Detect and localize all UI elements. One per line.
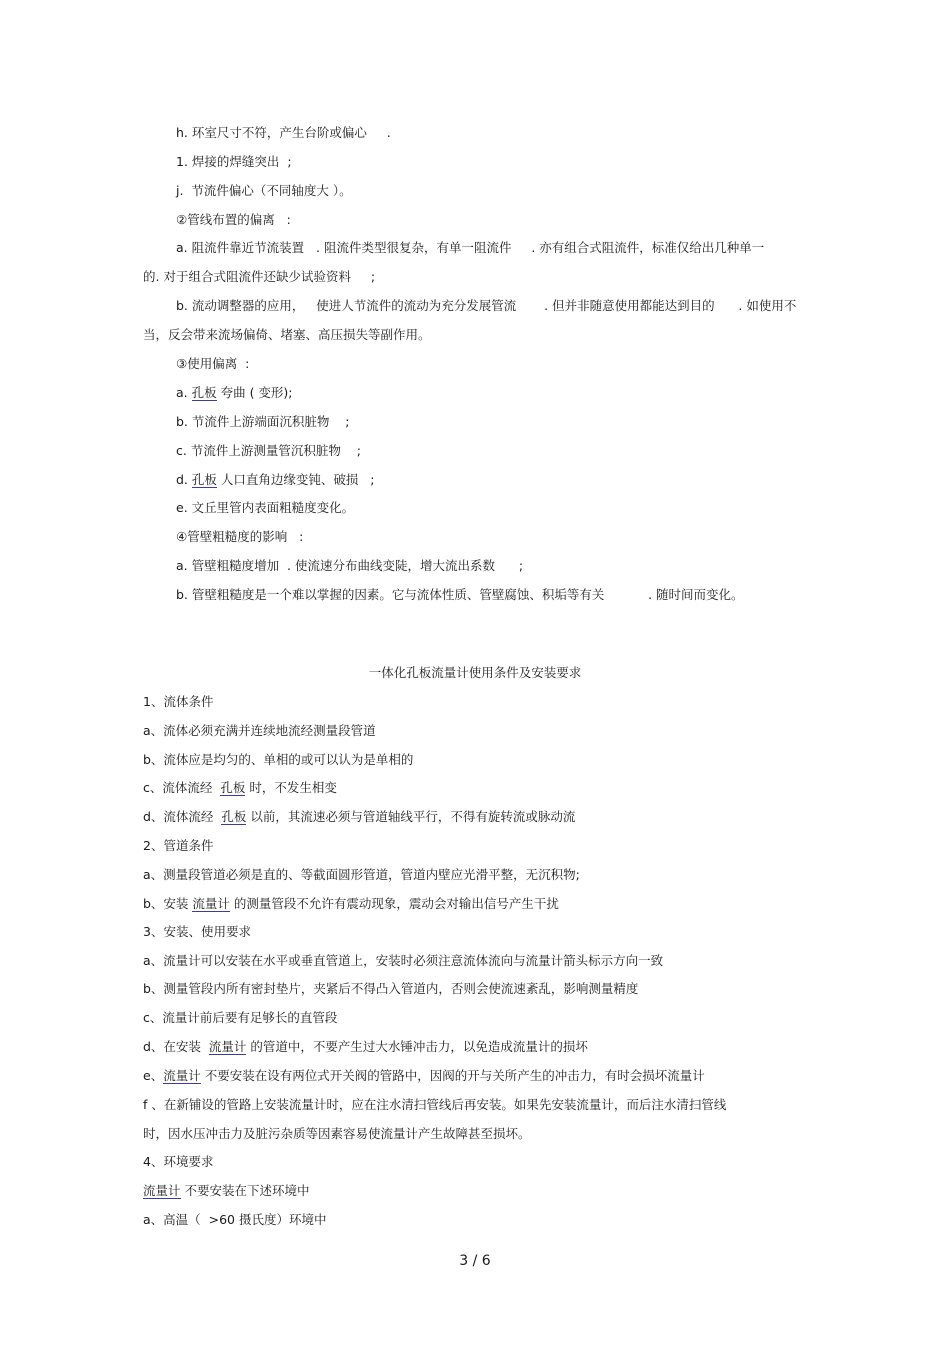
fluid-item-c: c、流体流经 孔板 时，不发生相变 — [143, 780, 337, 795]
link-orifice[interactable]: 孔板 — [221, 809, 247, 824]
install-item-f: f 、在新铺设的管路上安装流量计时，应在注水清扫管线后再安装。如果先安装流量计，而后注水清扫管线 — [143, 1097, 727, 1112]
link-flowmeter[interactable]: 流量计 — [163, 1068, 201, 1083]
item-1: 1. 焊接的焊缝突出 ; — [176, 154, 292, 169]
link-orifice[interactable]: 孔板 — [191, 472, 217, 487]
link-orifice[interactable]: 孔板 — [191, 385, 217, 400]
heading-usage-deviation: ③使用偏离 : — [176, 356, 250, 371]
link-flowmeter[interactable]: 流量计 — [208, 1039, 247, 1054]
item-b-roughness: b. 管壁粗糙度是一个难以掌握的因素。它与流体性质、管壁腐蚀、积垢等有关 . 随时间而变化。 — [176, 587, 744, 602]
item-a-roughness: a. 管壁粗糙度增加 . 使流速分布曲线变陡，增大流出系数 ; — [176, 558, 524, 573]
install-item-c: c、流量计前后要有足够长的直管段 — [143, 1010, 338, 1025]
fluid-item-b: b、流体应是均匀的、单相的或可以认为是单相的 — [143, 752, 414, 767]
heading-environment: 4、环境要求 — [143, 1154, 214, 1169]
item-b-upstream-face: b. 节流件上游端面沉积脏物 ; — [176, 414, 350, 429]
item-d-orifice-edge: d. 孔板 人口直角边缘变钝、破损 ; — [176, 472, 375, 487]
item-e-venturi: e. 文丘里管内表面粗糙度变化。 — [176, 500, 355, 515]
pipe-item-a: a、测量段管道必须是直的、等截面圆形管道，管道内壁应光滑平整，无沉积物; — [143, 867, 580, 882]
install-item-b: b、测量管段内所有密封垫片，夹紧后不得凸入管道内，否则会使流速紊乱，影响测量精度 — [143, 981, 639, 996]
install-item-a: a、流量计可以安装在水平或垂直管道上，安装时必须注意流体流向与流量计箭头标示方向一致 — [143, 953, 664, 968]
item-b-flow-conditioner: b. 流动调整器的应用， 使进人节流件的流动为充分发展管流 . 但并非随意使用都能达到目的 . 如使用不 — [176, 298, 797, 313]
item-c-upstream-pipe: c. 节流件上游测量管沉积脏物 ; — [176, 443, 361, 458]
install-item-d: d、在安装 流量计 的管道中，不要产生过大水锤冲击力，以免造成流量计的损坏 — [143, 1039, 588, 1054]
pipe-item-b: b、安装 流量计 的测量管段不允许有震动现象，震动会对输出信号产生干扰 — [143, 896, 559, 911]
fluid-item-a: a、流体必须充满并连续地流经测量段管道 — [143, 723, 376, 738]
link-orifice[interactable]: 孔板 — [220, 780, 246, 795]
install-item-e: e、流量计 不要安装在设有两位式开关阀的管路中，因阀的开与关所产生的冲击力，有时会损坏流量计 — [143, 1068, 705, 1083]
item-h: h. 环室尺寸不符，产生台阶或偏心 . — [176, 125, 391, 140]
environment-intro: 流量计 不要安装在下述环境中 — [143, 1183, 310, 1198]
environment-item-a: a、高温（ >60 摄氏度）环境中 — [143, 1212, 327, 1227]
heading-roughness: ④管壁粗糙度的影响 : — [176, 529, 304, 544]
item-b-flow-conditioner-cont: 当，反会带来流场偏倚、堵塞、高压损失等副作用。 — [143, 327, 431, 342]
install-item-f-cont: 时，因水压冲击力及脏污杂质等因素容易使流量计产生故障甚至损坏。 — [143, 1126, 531, 1141]
heading-pipe-conditions: 2、管道条件 — [143, 838, 214, 853]
link-flowmeter[interactable]: 流量计 — [143, 1183, 181, 1198]
page-number: 3 / 6 — [459, 1253, 491, 1269]
item-j: j. 节流件偏心（不同轴度大 ）。 — [176, 183, 352, 198]
heading-pipeline-deviation: ②管线布置的偏离 : — [176, 212, 291, 227]
item-a-obstruction-cont: 的. 对于组合式阻流件还缺少试验资料 ; — [143, 269, 376, 284]
heading-install-use: 3、安装、使用要求 — [143, 924, 251, 939]
section-title: 一体化孔板流量计使用条件及安装要求 — [368, 665, 582, 680]
link-flowmeter[interactable]: 流量计 — [192, 896, 230, 911]
item-a-orifice-bend: a. 孔板 夸曲 ( 变形); — [176, 385, 293, 400]
item-a-obstruction: a. 阻流件靠近节流装置 . 阻流件类型很复杂，有单一阻流件 . 亦有组合式阻流件，标准仅给出几种单一 — [176, 240, 765, 255]
heading-fluid-conditions: 1、流体条件 — [143, 694, 214, 709]
fluid-item-d: d、流体流经 孔板 以前，其流速必须与管道轴线平行，不得有旋转流或脉动流 — [143, 809, 576, 824]
